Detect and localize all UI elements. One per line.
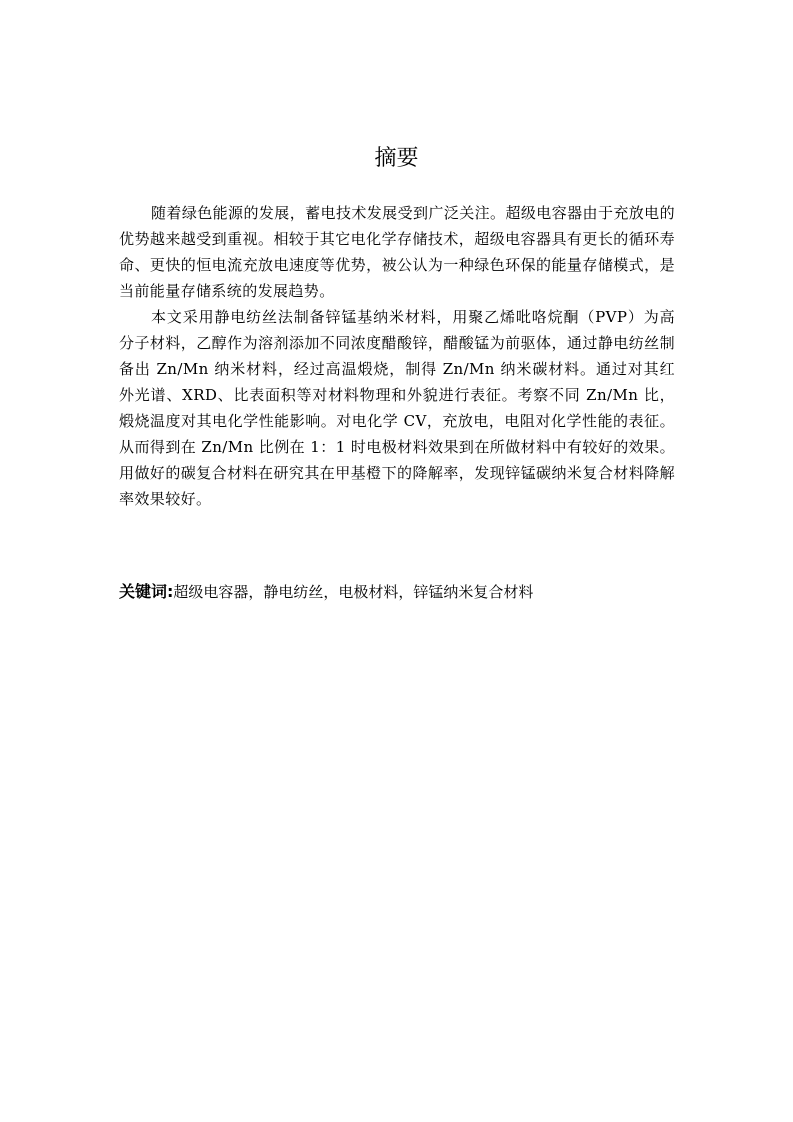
abstract-paragraph-2: 本文采用静电纺丝法制备锌锰基纳米材料，用聚乙烯吡咯烷酮（PVP）为高分子材料，乙醇作为溶剂添加不同浓度醋酸锌，醋酸锰为前驱体，通过静电纺丝制备出 Zn/Mn 纳米材料，经过高温煅烧，制得 Zn/Mn 纳米碳材料。通过对其红外光谱、XRD、比表面积等对材料物理和外貌进行表征。考察不同 Zn/Mn 比，煅烧温度对其电化学性能影响。对电化学 CV，充放电，电阻对化学性能的表征。从而得到在 Zn/Mn 比例在 1：1 时电极材料效果到在所做材料中有较好的效果。用做好的碳复合材料在研究其在甲基橙下的降解率，发现锌锰碳纳米复合材料降解率效果较好。 — [119, 308, 675, 508]
keywords-line — [119, 579, 679, 605]
abstract-title: 摘要 — [374, 146, 419, 171]
keywords-label: 关键词: — [119, 582, 174, 601]
abstract-body — [119, 200, 675, 512]
abstract-paragraph-1: 随着绿色能源的发展，蓄电技术发展受到广泛关注。超级电容器由于充放电的优势越来越受到重视。相较于其它电化学存储技术，超级电容器具有更长的循环寿命、更快的恒电流充放电速度等优势，被公认为一种绿色环保的能量存储模式，是当前能量存储系统的发展趋势。 — [119, 204, 675, 300]
keywords-text: 超级电容器，静电纺丝，电极材料，锌锰纳米复合材料 — [173, 583, 534, 601]
